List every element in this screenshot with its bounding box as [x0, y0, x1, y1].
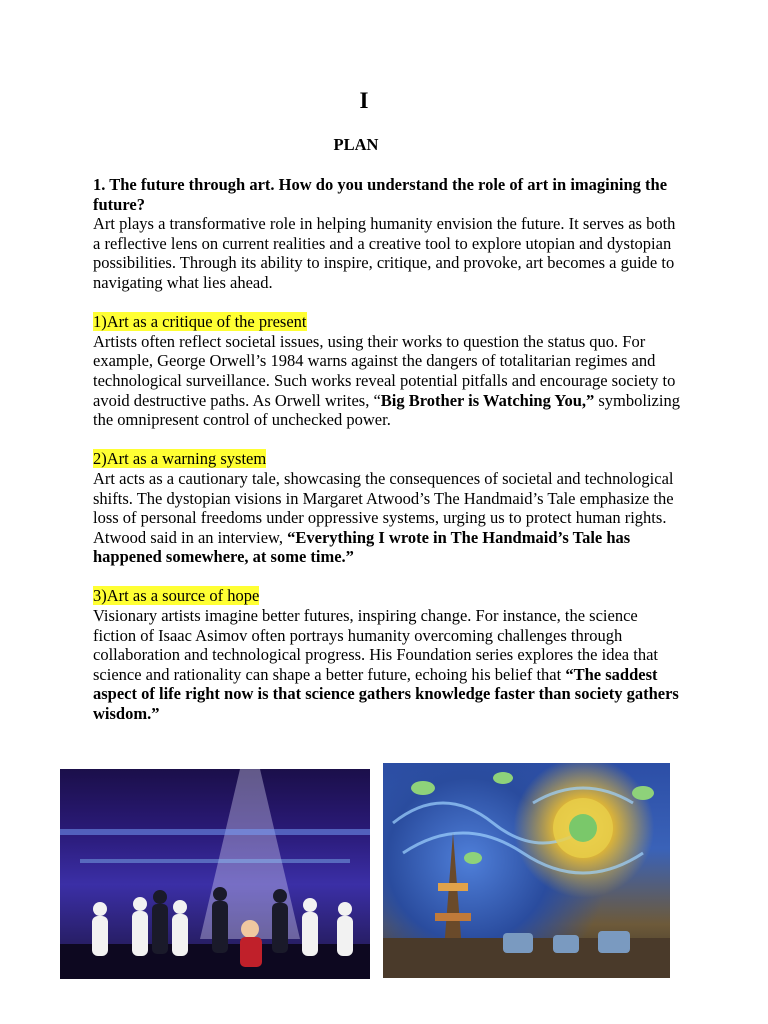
section-3-text: Visionary artists imagine better futures, inspiring change. For instance, the science fiction of Isaac Asimov often portrays humanity overcoming challenges through collaboration and technological progress. His Foundation series explores the idea that science and rationality can shape a better future, echoing his belief that — [93, 606, 658, 684]
intro-paragraph: Art plays a transformative role in helping humanity envision the future. It serves as both a reflective lens on current realities and a creative tool to explore utopian and dystopian possibilities. Through its ability to inspire, critique, and provoke, art becomes a guide to navigating what lies ahead. — [93, 214, 676, 292]
section-2-text: Art acts as a cautionary tale, showcasing the consequences of societal and technological shifts. The dystopian visions in Margaret Atwood’s The Handmaid’s Tale emphasize the loss of personal freedoms under oppressive systems, urging us to protect human rights. Atwood said in an interview, — [93, 468, 674, 547]
section-2-highlight: 2)Art as a warning system — [93, 449, 267, 469]
psychedelic-artwork-image — [383, 763, 670, 978]
section-2-quote: “Everything I wrote in The Handmaid’s Tale has happened somewhere, at some time.” — [93, 527, 631, 567]
stage-performance-illustration — [60, 769, 370, 979]
section-1-highlight: 1)Art as a critique of the present — [93, 312, 307, 332]
section-3-paragraph — [93, 606, 681, 724]
section-numeral: I — [359, 88, 369, 113]
section-1-paragraph — [93, 332, 681, 430]
section-1-quote: Big Brother is Watching You,” — [380, 390, 595, 410]
document-body — [93, 175, 681, 724]
section-1-after: symbolizing the omnipresent control of unchecked power. — [93, 390, 680, 430]
plan-heading: PLAN — [333, 135, 379, 154]
stage-performance-photo — [60, 769, 370, 979]
section-1-title — [93, 312, 681, 332]
section-2-paragraph — [93, 469, 681, 567]
question-heading: 1. The future through art. How do you understand the role of art in imagining the future? — [93, 175, 668, 214]
psychedelic-artwork-illustration — [383, 763, 670, 978]
section-3-quote: “The saddest aspect of life right now is that science gathers knowledge faster than society gathers wisdom.” — [93, 664, 679, 724]
section-3-title — [93, 586, 681, 606]
section-2-title — [93, 449, 681, 469]
section-1-text: Artists often reflect societal issues, using their works to question the status quo. For example, George Orwell’s 1984 warns against the dangers of totalitarian regimes and technological surveillance. Such works reveal potential pitfalls and encourage society to avoid destructive paths. As Orwell writes, “ — [93, 331, 676, 410]
section-3-highlight: 3)Art as a source of hope — [93, 586, 260, 606]
